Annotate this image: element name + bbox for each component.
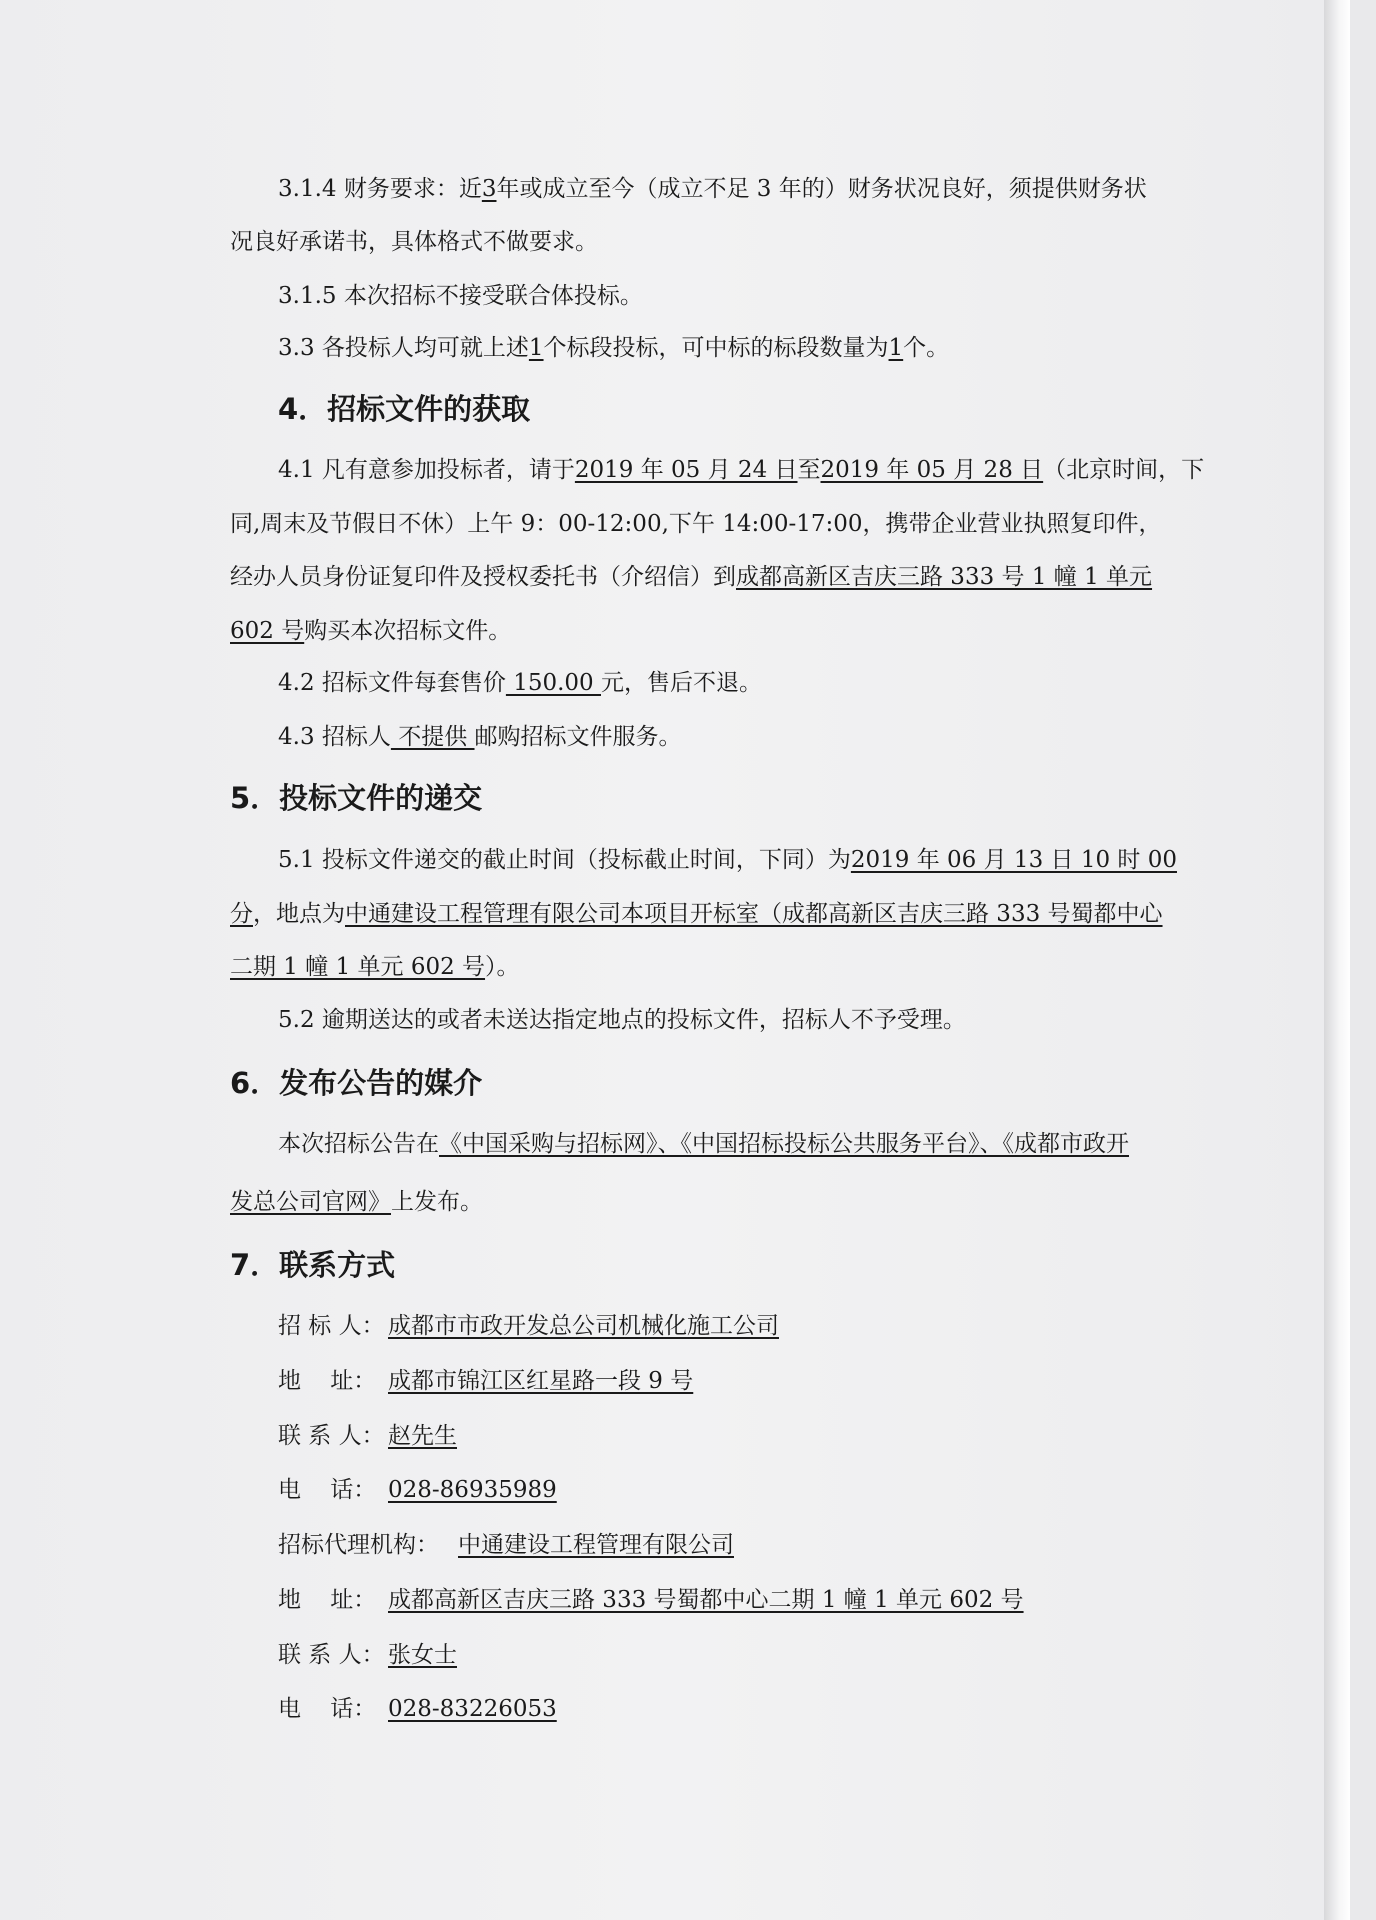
- agent-address: [278, 1586, 1024, 1614]
- para-6-line1: [278, 1130, 1129, 1158]
- para-3-1-5: 3.1.5 本次招标不接受联合体投标。: [278, 283, 643, 309]
- end-date: 2019 年 05 月 28 日: [820, 457, 1044, 483]
- phone-value: 028-86935989: [388, 1477, 557, 1503]
- agent-value: 中通建设工程管理有限公司: [458, 1532, 734, 1558]
- label: 招 标 人：: [278, 1313, 385, 1339]
- mail-service-value: 不提供: [390, 724, 475, 750]
- submission-place-cont: 二期 1 幢 1 单元 602 号: [230, 954, 486, 980]
- label: 联 系 人：: [278, 1423, 385, 1449]
- lot-count: 1: [528, 335, 544, 361]
- text: 经办人员身份证复印件及授权委托书（介绍信）到: [230, 564, 736, 590]
- text: 4.2 招标文件每套售价: [278, 670, 506, 696]
- text: 本次招标公告在: [278, 1131, 439, 1157]
- heading-section-6: 6．发布公告的媒介: [230, 1066, 483, 1100]
- para-5-1-line2: [230, 900, 1163, 928]
- address-value: 成都市锦江区红星路一段 9 号: [388, 1368, 694, 1394]
- text: 个标段投标，可中标的标段数量为: [543, 335, 889, 361]
- deadline-time-cont: 分: [230, 901, 253, 927]
- agent-contact: [278, 1641, 457, 1669]
- heading-section-7: 7．联系方式: [230, 1248, 396, 1282]
- label: 招标代理机构：: [278, 1532, 439, 1558]
- agent-phone: [278, 1695, 557, 1723]
- text: 3.1.4 财务要求：近: [278, 176, 482, 202]
- purchase-address-cont: 602 号: [230, 618, 305, 644]
- contact-tenderer: [278, 1312, 779, 1340]
- agent-phone-value: 028-83226053: [388, 1696, 557, 1722]
- text: ）。: [485, 954, 520, 980]
- agent-contact-value: 张女士: [388, 1642, 457, 1668]
- agent-address-value: 成都高新区吉庆三路 333 号蜀都中心二期 1 幢 1 单元 602 号: [388, 1587, 1024, 1613]
- contact-address: [278, 1367, 693, 1395]
- para-3-1-4-line2: 况良好承诺书，具体格式不做要求。: [230, 229, 598, 255]
- text: 5.1 投标文件递交的截止时间（投标截止时间，下同）为: [278, 847, 851, 873]
- page-edge-shadow: [1324, 0, 1350, 1920]
- label: 电 话：: [278, 1696, 377, 1722]
- label: 电 话：: [278, 1477, 377, 1503]
- para-5-1-line3: [230, 953, 520, 981]
- para-6-line2: [230, 1188, 483, 1216]
- text: 购买本次招标文件。: [304, 618, 512, 644]
- para-3-1-4-line1: [278, 175, 1147, 203]
- label: 联 系 人：: [278, 1642, 385, 1668]
- text: 元，售后不退。: [601, 670, 762, 696]
- years-value: 3: [481, 176, 497, 202]
- heading-section-5: 5．投标文件的递交: [230, 781, 483, 815]
- para-5-2: 5.2 逾期送达的或者未送达指定地点的投标文件，招标人不予受理。: [278, 1007, 966, 1033]
- contact-person: [278, 1422, 457, 1450]
- purchase-address: 成都高新区吉庆三路 333 号 1 幢 1 单元: [736, 564, 1153, 590]
- price-value: 150.00: [505, 670, 601, 696]
- heading-section-4: 4．招标文件的获取: [278, 392, 531, 426]
- text: ，地点为: [253, 901, 345, 927]
- agent-name: [278, 1531, 734, 1559]
- text: 年或成立至今（成立不足 3 年的）财务状况良好，须提供财务状: [496, 176, 1147, 202]
- para-4-2: [278, 669, 762, 697]
- text: 邮购招标文件服务。: [474, 724, 682, 750]
- para-5-1-line1: [278, 846, 1177, 874]
- para-4-1-line3: [230, 563, 1152, 591]
- text: 个。: [903, 335, 950, 361]
- publication-media: 《中国采购与招标网》、《中国招标投标公共服务平台》、《成都市政开: [439, 1131, 1129, 1157]
- text: 3.3 各投标人均可就上述: [278, 335, 529, 361]
- para-3-3: [278, 334, 949, 362]
- submission-place: 中通建设工程管理有限公司本项目开标室（成都高新区吉庆三路 333 号蜀都中心: [345, 901, 1163, 927]
- para-4-1-line1: [278, 456, 1204, 484]
- text: 4.1 凡有意参加投标者，请于: [278, 457, 575, 483]
- publication-media-cont: 发总公司官网》: [230, 1189, 391, 1215]
- start-date: 2019 年 05 月 24 日: [574, 457, 798, 483]
- text: （北京时间，下: [1043, 457, 1205, 483]
- para-4-3: [278, 723, 682, 751]
- contact-person-value: 赵先生: [388, 1423, 457, 1449]
- deadline-time: 2019 年 06 月 13 日 10 时 00: [850, 847, 1177, 873]
- contact-phone: [278, 1476, 557, 1504]
- para-4-1-line2: 同,周末及节假日不休）上午 9：00-12:00,下午 14:00-17:00，携带企业营业执照复印件，: [230, 511, 1162, 537]
- para-4-1-line4: [230, 617, 511, 645]
- label: 地 址：: [278, 1587, 377, 1613]
- text: 至: [797, 457, 821, 483]
- text: 4.3 招标人: [278, 724, 391, 750]
- label: 地 址：: [278, 1368, 377, 1394]
- text: 上发布。: [391, 1189, 483, 1215]
- award-count: 1: [888, 335, 904, 361]
- tenderer-value: 成都市市政开发总公司机械化施工公司: [388, 1313, 779, 1339]
